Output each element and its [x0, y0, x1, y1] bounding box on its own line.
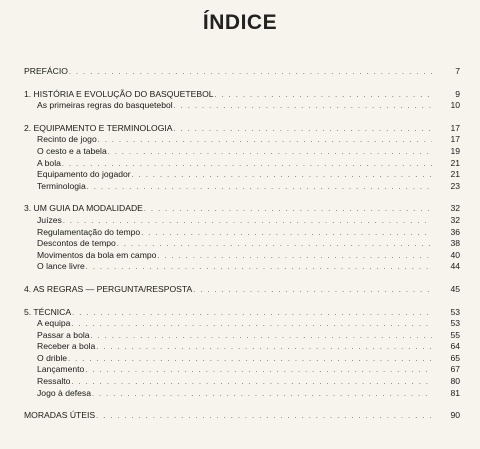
toc-page-number: 21	[450, 157, 460, 168]
toc-entry-label: Movimentos da bola em campo	[37, 249, 157, 260]
toc-page-number: 23	[450, 180, 460, 191]
toc-page-number: 17	[450, 122, 460, 133]
toc-entry-label: 3. UM GUIA DA MODALIDADE	[24, 203, 143, 214]
toc-page-number: 36	[450, 226, 460, 237]
toc-entry-label: Descontos de tempo	[37, 238, 116, 249]
toc-page-number: 80	[450, 376, 460, 387]
dot-leader	[92, 389, 432, 401]
page-title: ÍNDICE	[202, 11, 278, 34]
dot-leader	[174, 101, 432, 113]
toc-page-number: 21	[450, 169, 460, 180]
toc-entry-label: Terminologia	[37, 180, 86, 191]
toc-entry-label: 5. TÉCNICA	[24, 306, 72, 317]
toc-chapter-3	[24, 203, 464, 215]
toc-section	[24, 146, 464, 158]
toc-section	[24, 100, 464, 112]
toc-entry-label: A bola	[37, 157, 61, 168]
toc-section	[24, 388, 464, 400]
toc-entry-label: 1. HISTÓRIA E EVOLUÇÃO DO BASQUETEBOL	[24, 88, 214, 99]
toc-entry-label: PREFÁCIO	[24, 66, 68, 76]
toc-page-number: 10	[450, 100, 460, 111]
toc-page-number: 32	[450, 203, 460, 214]
toc-page-number: 19	[450, 145, 460, 156]
toc-page-number: 53	[450, 306, 460, 317]
toc-section	[24, 238, 464, 250]
dot-leader	[193, 285, 432, 297]
toc-entry-label: A equipa	[37, 318, 71, 329]
toc-page-number: 55	[450, 329, 460, 340]
toc-page-number: 90	[450, 410, 460, 421]
toc-page-number: 53	[450, 318, 460, 329]
toc-section	[24, 215, 464, 227]
toc-section	[24, 158, 464, 170]
toc-chapter-2	[24, 123, 464, 135]
dot-leader	[87, 182, 432, 194]
dot-leader	[86, 262, 432, 274]
table-of-contents	[24, 66, 464, 422]
toc-section	[24, 330, 464, 342]
toc-chapter-1	[24, 89, 464, 101]
toc-page-number: 64	[450, 341, 460, 352]
toc-entry-label: O drible	[37, 352, 68, 363]
toc-section	[24, 364, 464, 376]
toc-section	[24, 169, 464, 181]
toc-entry-label: Juízes	[37, 214, 62, 225]
toc-page-number: 7	[455, 66, 460, 76]
dot-leader	[96, 411, 432, 423]
toc-page-number: 17	[450, 134, 460, 145]
toc-entry-label: Regulamentação do tempo	[37, 226, 141, 237]
toc-entry-label: 2. EQUIPAMENTO E TERMINOLOGIA	[24, 122, 173, 133]
toc-chapter-4	[24, 284, 464, 296]
toc-page-number: 32	[450, 214, 460, 225]
toc-entry-label: 4. AS REGRAS — PERGUNTA/RESPOSTA	[24, 283, 193, 294]
toc-section	[24, 261, 464, 273]
toc-entry-moradas	[24, 410, 464, 422]
toc-section	[24, 318, 464, 330]
toc-section	[24, 376, 464, 388]
toc-entry-label: O lance livre	[37, 261, 85, 272]
toc-section	[24, 353, 464, 365]
toc-page-number: 45	[450, 283, 460, 294]
toc-entry-label: Jogo à defesa	[37, 387, 91, 398]
toc-page-number: 40	[450, 249, 460, 260]
toc-page-number: 9	[455, 88, 460, 99]
toc-section	[24, 341, 464, 353]
toc-page-number: 38	[450, 238, 460, 249]
toc-section	[24, 181, 464, 193]
toc-entry-label: Lançamento	[37, 364, 85, 375]
toc-entry-label: Passar a bola	[37, 329, 90, 340]
toc-entry-label: MORADAS ÚTEIS	[24, 410, 96, 421]
toc-entry-prefacio	[24, 66, 464, 78]
toc-entry-label: Recinto de jogo	[37, 134, 97, 145]
toc-page-number: 67	[450, 364, 460, 375]
toc-entry-label: Ressalto	[37, 376, 71, 387]
toc-entry-label: Receber a bola	[37, 341, 96, 352]
toc-page-number: 44	[450, 261, 460, 272]
dot-leader	[69, 67, 432, 79]
toc-entry-label: As primeiras regras do basquetebol	[37, 100, 173, 111]
toc-chapter-5	[24, 307, 464, 319]
toc-section	[24, 227, 464, 239]
toc-section	[24, 134, 464, 146]
toc-page-number: 81	[450, 387, 460, 398]
toc-entry-label: O cesto e a tabela	[37, 145, 107, 156]
toc-entry-label: Equipamento do jogador	[37, 169, 131, 180]
toc-page-number: 65	[450, 352, 460, 363]
toc-section	[24, 250, 464, 262]
